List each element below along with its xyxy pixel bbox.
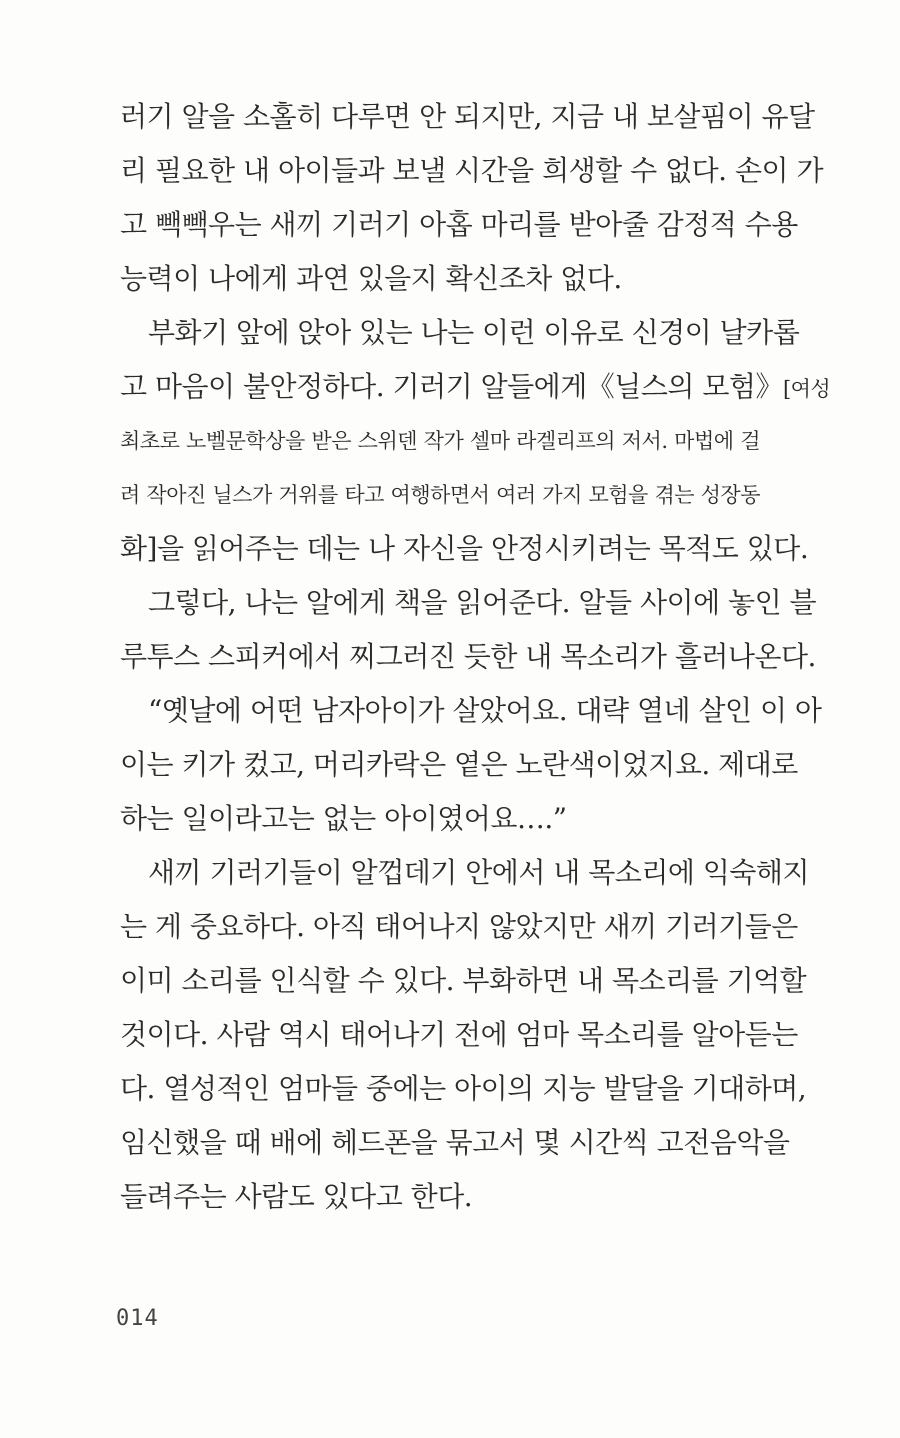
text-line: 그렇다, 나는 알에게 책을 읽어준다. 알들 사이에 놓인 블 [148,586,817,619]
text-line: 것이다. 사람 역시 태어나기 전에 엄마 목소리를 알아듣는 [120,1018,798,1051]
text-segment: 고 마음이 불안정하다. 기러기 알들에게 [120,370,587,403]
text-line: 다. 열성적인 엄마들 중에는 아이의 지능 발달을 기대하며, [120,1072,807,1105]
text-line: 임신했을 때 배에 헤드폰을 묶고서 몇 시간씩 고전음악을 [120,1126,790,1159]
text-line: 부화기 앞에 앉아 있는 나는 이런 이유로 신경이 날카롭 [148,316,800,349]
text-line: 고 빽빽우는 새끼 기러기 아홉 마리를 받아줄 감정적 수용 [120,208,798,241]
translator-note-start: [여성 [782,377,831,401]
translator-note-line: 려 작아진 닐스가 거위를 타고 여행하면서 여러 가지 모험을 겪는 성장동 [120,483,760,507]
text-line: 러기 알을 소홀히 다루면 안 되지만, 지금 내 보살핌이 유달 [120,100,815,133]
translator-note-line: 최초로 노벨문학상을 받은 스위덴 작가 셀마 라겔리프의 저서. 마법에 걸 [120,429,760,453]
text-line: 는 게 중요하다. 아직 태어나지 않았지만 새끼 기러기들은 [120,910,798,943]
text-line: 이는 키가 컸고, 머리카락은 옅은 노란색이었지요. 제대로 [120,748,798,781]
page-number: 014 [116,1306,159,1331]
text-line [120,360,831,414]
book-title: 《닐스의 모험》 [586,370,783,403]
text-line: 하는 일이라고는 없는 아이였어요….” [120,802,567,835]
text-line: 능력이 나에게 과연 있을지 확신조차 없다. [120,262,622,295]
body-text [120,90,831,1224]
text-line: 새끼 기러기들이 알껍데기 안에서 내 목소리에 익숙해지 [148,856,810,889]
text-line: 이미 소리를 인식할 수 있다. 부화하면 내 목소리를 기억할 [120,964,807,997]
text-line: 화]을 읽어주는 데는 나 자신을 안정시키려는 목적도 있다. [120,532,809,565]
text-line: 루투스 스피커에서 찌그러진 듯한 내 목소리가 흘러나온다. [120,640,816,673]
text-line: 들려주는 사람도 있다고 한다. [120,1180,473,1213]
text-line: 리 필요한 내 아이들과 보낼 시간을 희생할 수 없다. 손이 가 [120,154,824,187]
text-line: “옛날에 어떤 남자아이가 살았어요. 대략 열네 살인 이 아 [148,694,822,727]
